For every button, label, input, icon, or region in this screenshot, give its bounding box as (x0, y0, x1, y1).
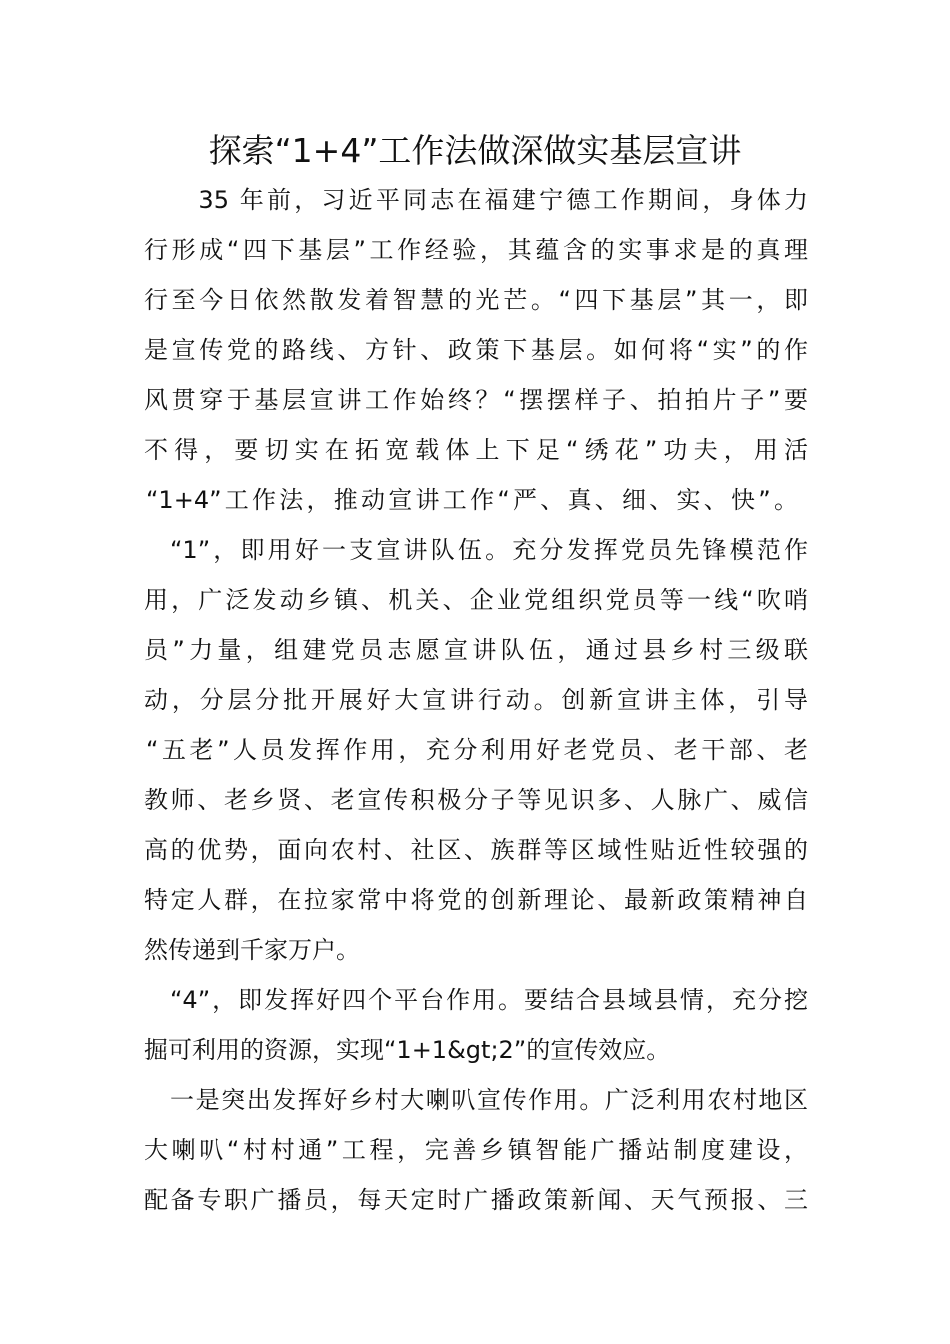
paragraph-line: 教师、老乡贤、老宣传积极分子等见识多、人脉广、威信 (144, 786, 808, 814)
paragraph-line: 不得，要切实在拓宽载体上下足“绣花”功夫，用活 (144, 436, 808, 464)
paragraph-line: 行形成“四下基层”工作经验，其蕴含的实事求是的真理 (144, 236, 808, 264)
paragraph-line: 是宣传党的路线、方针、政策下基层。如何将“实”的作 (144, 336, 808, 364)
paragraph-line: 员”力量，组建党员志愿宣讲队伍，通过县乡村三级联 (144, 636, 808, 664)
paragraph-line: 35 年前，习近平同志在福建宁德工作期间，身体力 (144, 186, 808, 214)
paragraph-line: 然传递到千家万户。 (144, 936, 360, 964)
paragraph-line: 配备专职广播员，每天定时广播政策新闻、天气预报、三 (144, 1186, 808, 1214)
paragraph-line: 行至今日依然散发着智慧的光芒。“四下基层”其一，即 (144, 286, 808, 314)
paragraph-line: 大喇叭“村村通”工程，完善乡镇智能广播站制度建设， (144, 1136, 808, 1164)
paragraph-line: 掘可利用的资源，实现“1+1&gt;2”的宣传效应。 (144, 1036, 671, 1064)
paragraph-line: 用，广泛发动乡镇、机关、企业党组织党员等一线“吹哨 (144, 586, 808, 614)
paragraph-line: 动，分层分批开展好大宣讲行动。创新宣讲主体，引导 (144, 686, 808, 714)
paragraph-line: “1+4”工作法，推动宣讲工作“严、真、细、实、快”。 (146, 486, 798, 514)
paragraph-line: 风贯穿于基层宣讲工作始终？“摆摆样子、拍拍片子”要 (144, 386, 808, 414)
paragraph-line: 高的优势，面向农村、社区、族群等区域性贴近性较强的 (144, 836, 808, 864)
paragraph-line: “五老”人员发挥作用，充分利用好老党员、老干部、老 (146, 736, 808, 764)
paragraph-line: 特定人群，在拉家常中将党的创新理论、最新政策精神自 (144, 886, 808, 914)
paragraph-line: 一是突出发挥好乡村大喇叭宣传作用。广泛利用农村地区 (170, 1086, 808, 1114)
document-title: 探索“1+4”工作法做深做实基层宣讲 (208, 131, 742, 170)
paragraph-line: “4”，即发挥好四个平台作用。要结合县域县情，充分挖 (170, 986, 808, 1014)
paragraph-line: “1”，即用好一支宣讲队伍。充分发挥党员先锋模范作 (170, 536, 808, 564)
